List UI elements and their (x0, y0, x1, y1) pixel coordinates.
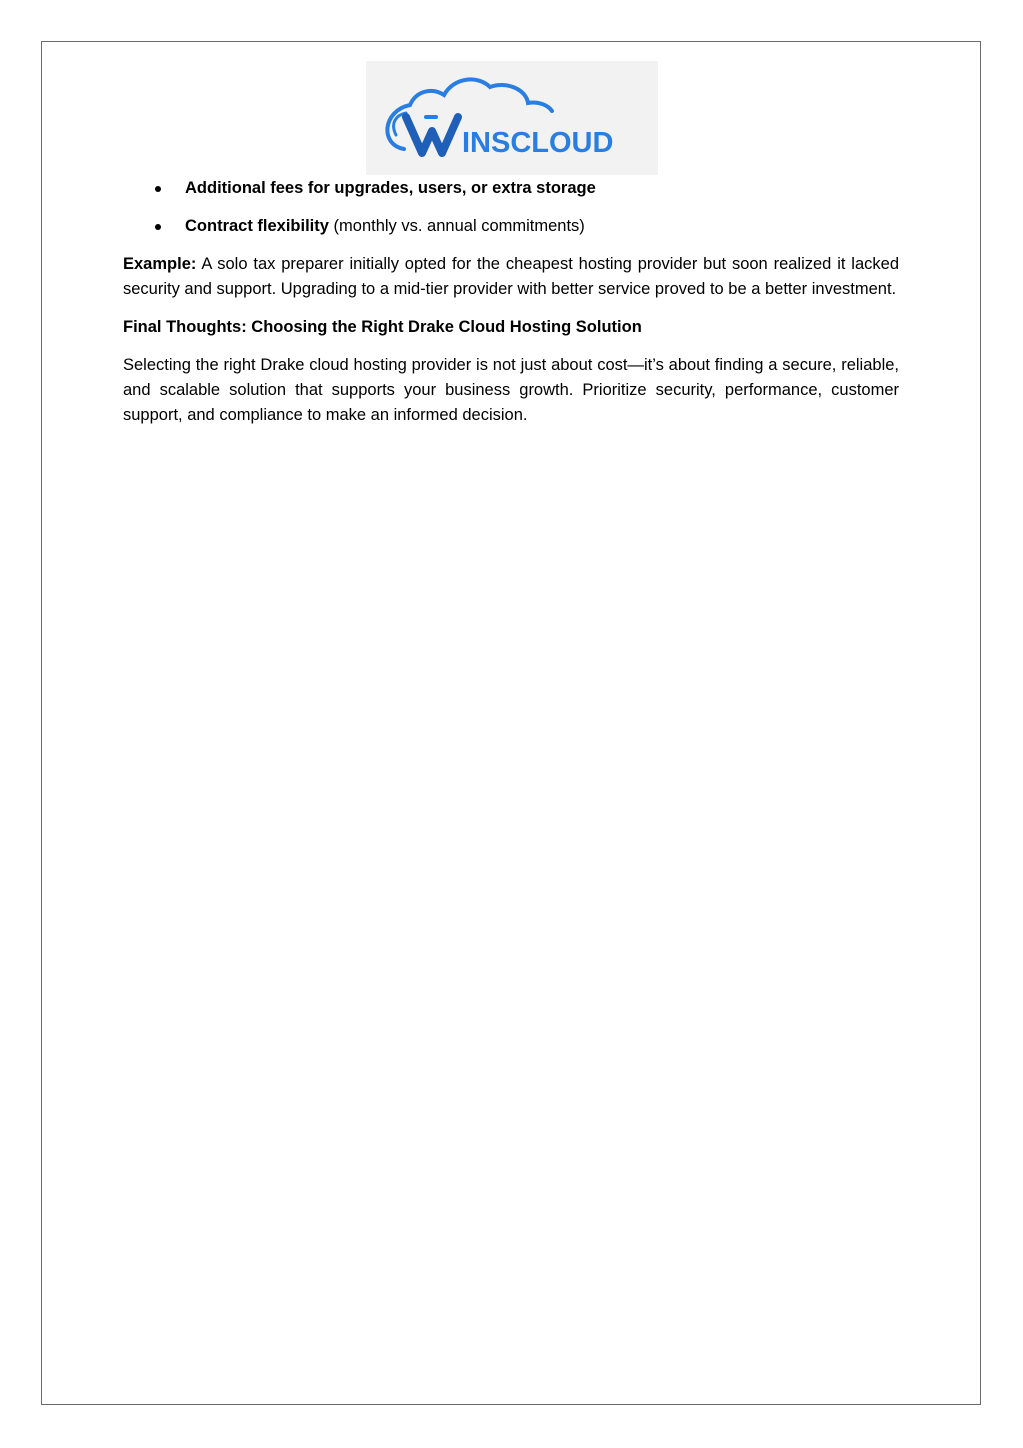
cloud-logo-icon (366, 61, 658, 175)
example-paragraph (123, 252, 899, 302)
list-item (123, 176, 899, 201)
list-item-bold: Additional fees for upgrades, users, or extra storage (185, 179, 596, 197)
bullet-icon (155, 224, 161, 230)
winscloud-logo (366, 61, 658, 175)
cost-factors-list (123, 176, 899, 239)
bullet-icon (155, 186, 161, 192)
list-item-bold: Contract flexibility (185, 217, 329, 235)
logo-text: INSCLOUD (462, 127, 614, 159)
list-item (123, 214, 899, 239)
list-item-text: (monthly vs. annual commitments) (328, 217, 585, 235)
example-label: Example: (123, 255, 197, 273)
final-thoughts-heading: Final Thoughts: Choosing the Right Drake Cloud Hosting Solution (123, 318, 642, 336)
example-text: A solo tax preparer initially opted for the cheapest hosting provider but soon realized it lacked security and support. Upgrading to a mid-tier provider with better service proved to be a better investment. (123, 255, 899, 298)
final-thoughts-paragraph: Selecting the right Drake cloud hosting provider is not just about cost—it’s about finding a secure, reliable, and scalable solution that supports your business growth. Prioritize security, performance, customer support, and compliance to make an informed decision. (123, 356, 899, 424)
document-body (123, 176, 899, 441)
